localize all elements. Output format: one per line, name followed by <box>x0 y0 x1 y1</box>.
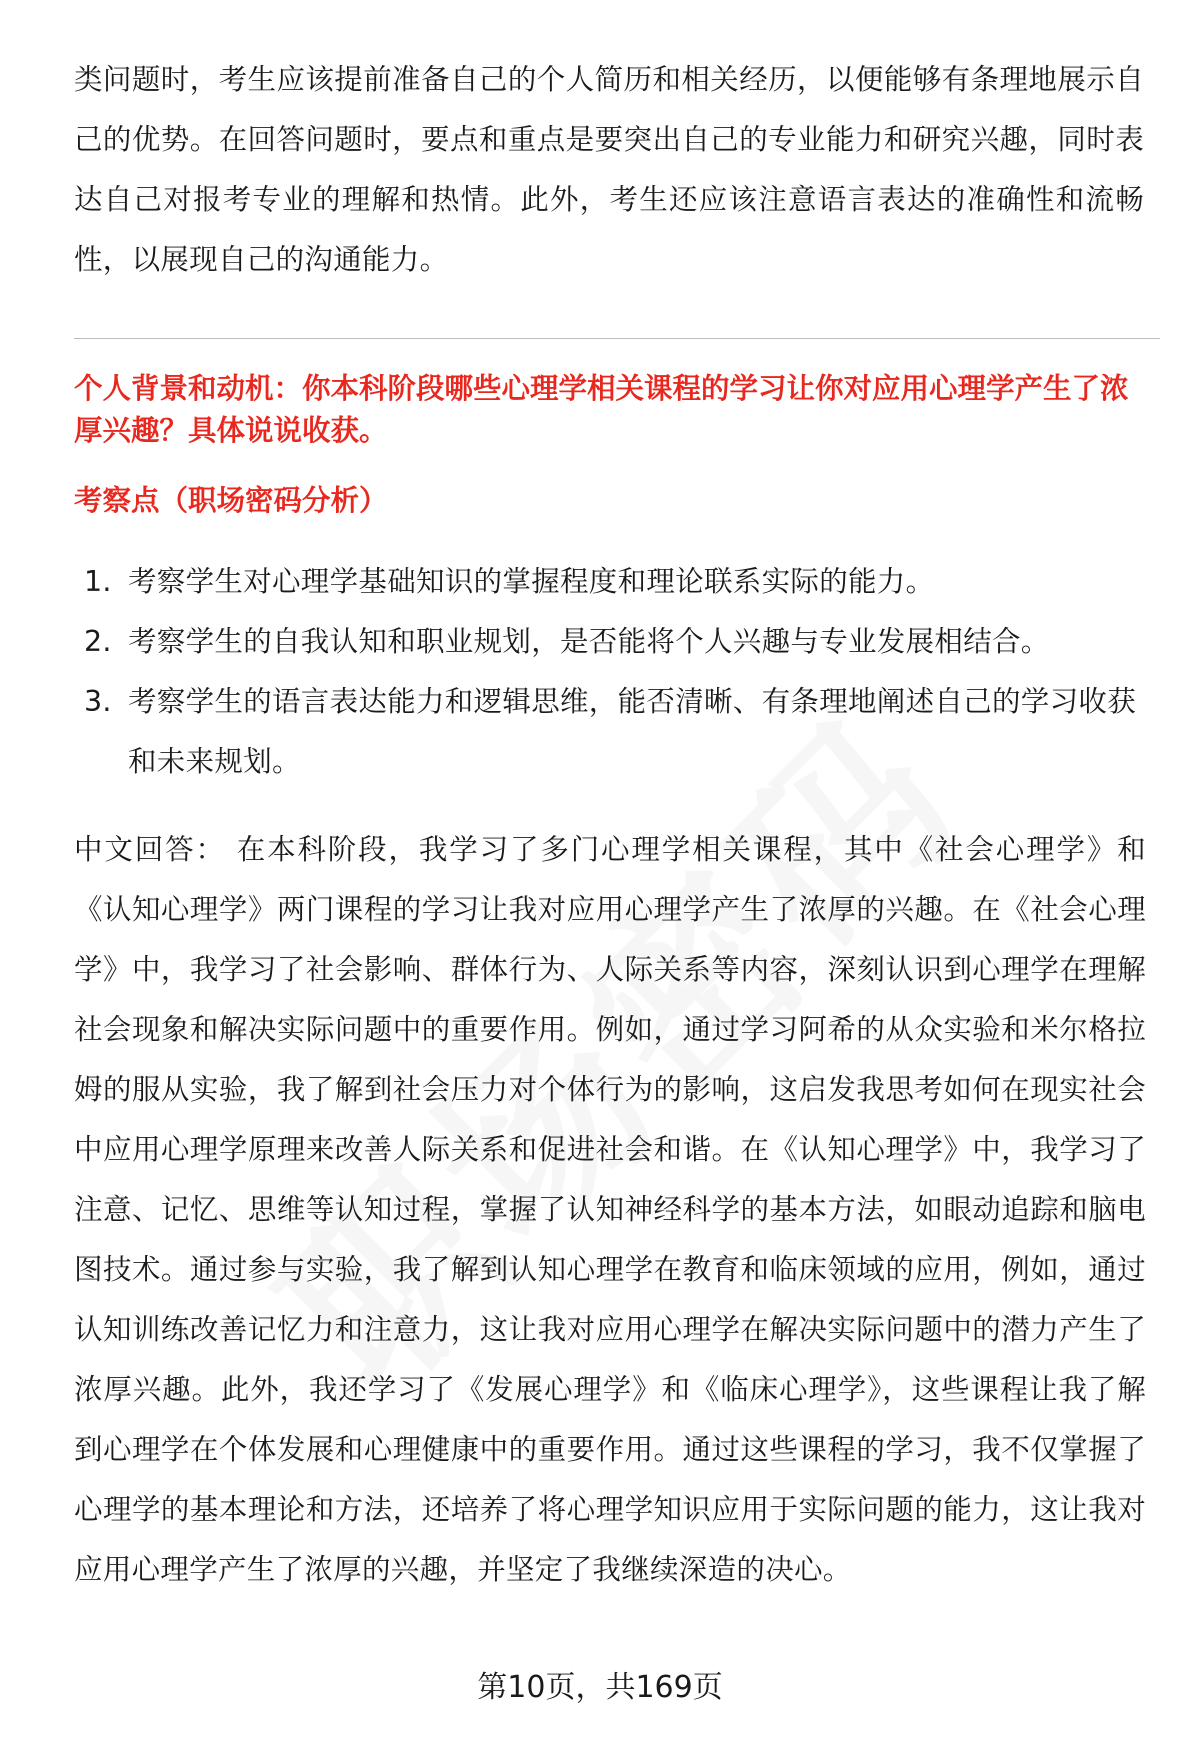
page-number-footer: 第10页，共169页 <box>477 1670 723 1705</box>
answer-paragraph: 中文回答： 在本科阶段，我学习了多门心理学相关课程，其中《社会心理学》和《认知心理学》两门课程的学习让我对应用心理学产生了浓厚的兴趣。在《社会心理学》中，我学习了社会影响、群体行为、人际关系等内容，深刻认识到心理学在理解社会现象和解决实际问题中的重要作用。例如，通过学习阿希的从众实验和米尔格拉姆的服从实验，我了解到社会压力对个体行为的影响，这启发我思考如何在现实社会中应用心理学原理来改善人际关系和促进社会和谐。在《认知心理学》中，我学习了注意、记忆、思维等认知过程，掌握了认知神经科学的基本方法，如眼动追踪和脑电图技术。通过参与实验，我了解到认知心理学在教育和临床领域的应用，例如，通过认知训练改善记忆力和注意力，这让我对应用心理学在解决实际问题中的潜力产生了浓厚兴趣。此外，我还学习了《发展心理学》和《临床心理学》，这些课程让我了解到心理学在个体发展和心理健康中的重要作用。通过这些课程的学习，我不仅掌握了心理学的基本理论和方法，还培养了将心理学知识应用于实际问题的能力，这让我对应用心理学产生了浓厚的兴趣，并坚定了我继续深造的决心。 <box>74 833 1146 1586</box>
question-heading: 个人背景和动机：你本科阶段哪些心理学相关课程的学习让你对应用心理学产生了浓厚兴趣？具体说说收获。 <box>74 372 1129 447</box>
analysis-subheading: 考察点（职场密码分析） <box>74 484 388 517</box>
intro-paragraph: 类问题时，考生应该提前准备自己的个人简历和相关经历，以便能够有条理地展示自己的优势。在回答问题时，要点和重点是要突出自己的专业能力和研究兴趣，同时表达自己对报考专业的理解和热情。此外，考生还应该注意语言表达的准确性和流畅性，以展现自己的沟通能力。 <box>74 63 1144 276</box>
list-item <box>74 552 1154 612</box>
document-page <box>74 0 1144 1755</box>
list-item-number: 3. <box>84 685 112 718</box>
list-item-number: 2. <box>84 625 112 658</box>
list-item-text: 考察学生的语言表达能力和逻辑思维，能否清晰、有条理地阐述自己的学习收获和未来规划。 <box>128 685 1137 778</box>
analysis-points-list <box>74 552 1154 792</box>
section-divider <box>74 338 1160 339</box>
list-item-text: 考察学生的自我认知和职业规划，是否能将个人兴趣与专业发展相结合。 <box>128 625 1050 658</box>
list-item <box>74 672 1154 792</box>
list-item-number: 1. <box>84 565 112 598</box>
list-item-text: 考察学生对心理学基础知识的掌握程度和理论联系实际的能力。 <box>128 565 935 598</box>
list-item <box>74 612 1154 672</box>
